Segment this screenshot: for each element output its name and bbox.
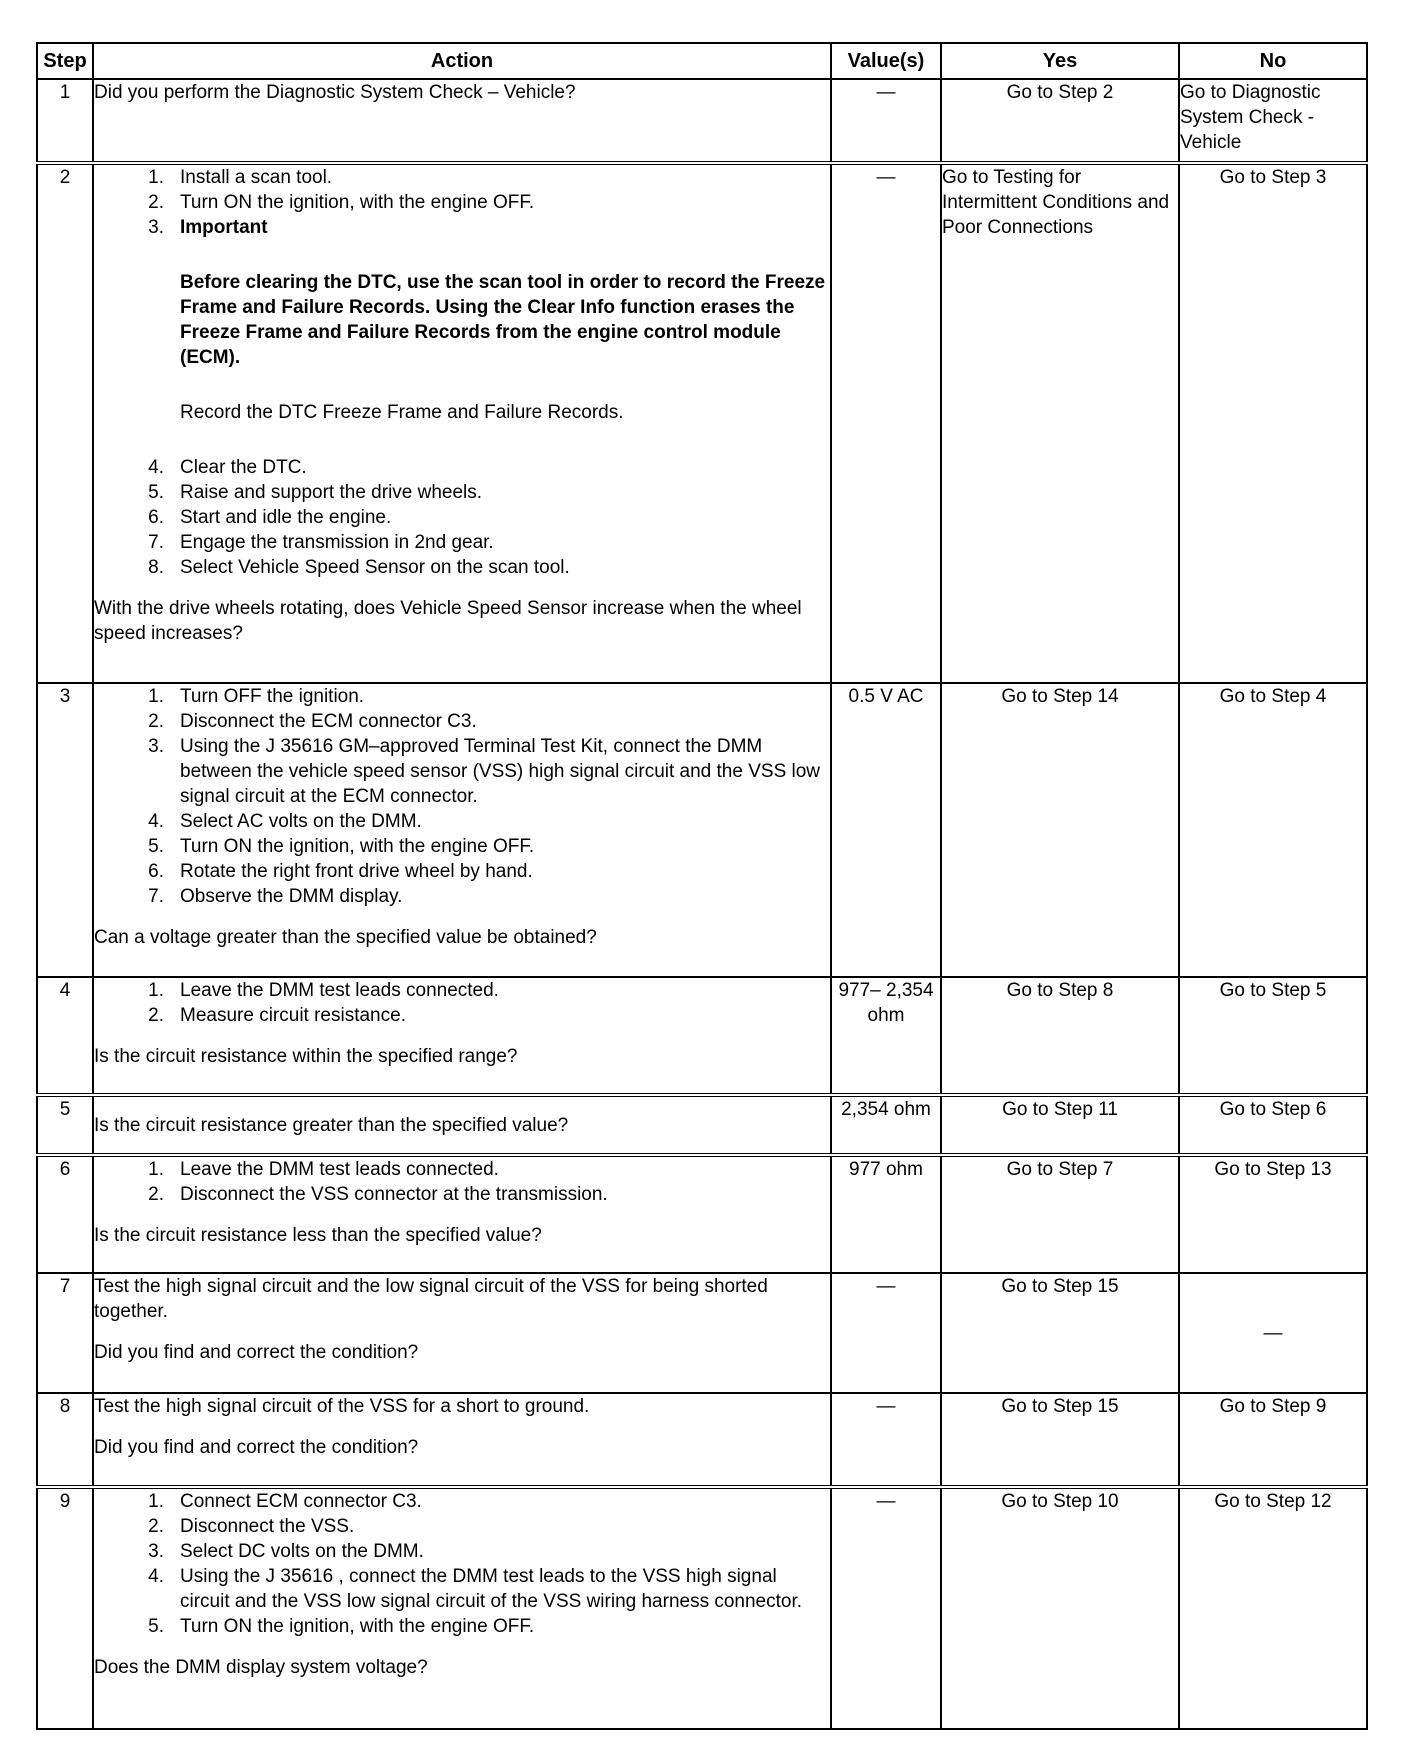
header-no: No	[1179, 43, 1367, 79]
action-cell	[93, 1393, 831, 1487]
no-cell	[1179, 683, 1367, 977]
list-item: 1. Install a scan tool.	[148, 167, 333, 188]
no-text: Go to Step 4	[1219, 686, 1327, 707]
value-cell: —	[831, 1393, 941, 1487]
list-item: 5. Raise and support the drive wheels.	[148, 482, 483, 503]
table-row	[37, 163, 1367, 683]
no-text: Go to Step 6	[1219, 1099, 1327, 1120]
yes-text: Go to Step 8	[1006, 980, 1114, 1001]
list-item: 6. Rotate the right front drive wheel by hand.	[148, 861, 533, 882]
action-steps	[94, 978, 830, 1028]
no-cell	[1179, 1095, 1367, 1155]
yes-text: Go to Step 15	[1001, 1276, 1119, 1297]
table-row	[37, 1393, 1367, 1487]
step-number: 1	[37, 79, 93, 163]
record-instruction: Record the DTC Freeze Frame and Failure Records.	[180, 402, 624, 423]
question-text: Does the DMM display system voltage?	[94, 1657, 428, 1678]
no-text: Go to Step 3	[1219, 167, 1327, 188]
list-item: 3. Using the J 35616 GM–approved Terminal Test Kit, connect the DMM between the vehicle speed sensor (VSS) high signal circuit and the VSS low signal circuit at the ECM connector.	[148, 736, 821, 807]
yes-cell	[941, 163, 1179, 683]
question-text: Did you perform the Diagnostic System Check – Vehicle?	[94, 82, 576, 103]
header-values: Value(s)	[831, 43, 941, 79]
table-row	[37, 1487, 1367, 1729]
important-note: Before clearing the DTC, use the scan tool in order to record the Freeze Frame and Failure Records. Using the Clear Info function erases the Freeze Frame and Failure Records from the engine control module (ECM).	[180, 272, 826, 368]
list-item: 3. Select DC volts on the DMM.	[148, 1541, 424, 1562]
no-cell	[1179, 977, 1367, 1095]
header-row	[37, 43, 1367, 79]
yes-cell	[941, 1273, 1179, 1393]
question-text: Is the circuit resistance within the specified range?	[94, 1046, 518, 1067]
diagnostic-table	[36, 42, 1368, 1730]
step-number: 3	[37, 683, 93, 977]
no-cell	[1179, 1393, 1367, 1487]
list-item: 7. Engage the transmission in 2nd gear.	[148, 532, 494, 553]
no-text: Go to Diagnostic System Check - Vehicle	[1180, 82, 1321, 153]
question-text: Did you find and correct the condition?	[94, 1342, 419, 1363]
question-text: Did you find and correct the condition?	[94, 1437, 419, 1458]
step-number: 4	[37, 977, 93, 1095]
list-item: 4. Select AC volts on the DMM.	[148, 811, 422, 832]
question-text: Is the circuit resistance less than the specified value?	[94, 1225, 542, 1246]
instruction-text: Test the high signal circuit of the VSS for a short to ground.	[94, 1396, 590, 1417]
value-cell: —	[831, 1273, 941, 1393]
yes-cell	[941, 1487, 1179, 1729]
action-steps	[94, 1489, 830, 1639]
value-cell: 977 ohm	[831, 1155, 941, 1273]
no-cell: —	[1179, 1273, 1367, 1393]
header-step: Step	[37, 43, 93, 79]
list-item: 1. Turn OFF the ignition.	[148, 686, 365, 707]
no-text: Go to Step 9	[1219, 1396, 1327, 1417]
action-steps	[94, 165, 830, 240]
question-text: With the drive wheels rotating, does Vehicle Speed Sensor increase when the wheel speed increases?	[94, 598, 802, 644]
value-cell: —	[831, 79, 941, 163]
yes-text: Go to Testing for Intermittent Conditions and Poor Connections	[942, 167, 1170, 238]
yes-cell	[941, 1095, 1179, 1155]
action-cell	[93, 977, 831, 1095]
action-cell	[93, 1155, 831, 1273]
list-item: 8. Select Vehicle Speed Sensor on the scan tool.	[148, 557, 570, 578]
step-number: 2	[37, 163, 93, 683]
step-number: 8	[37, 1393, 93, 1487]
no-cell	[1179, 79, 1367, 163]
no-cell	[1179, 1155, 1367, 1273]
yes-cell	[941, 1393, 1179, 1487]
action-steps	[94, 684, 830, 909]
action-cell	[93, 1095, 831, 1155]
yes-text: Go to Step 11	[1002, 1099, 1118, 1120]
yes-cell	[941, 977, 1179, 1095]
no-text: Go to Step 13	[1214, 1159, 1332, 1180]
yes-text: Go to Step 10	[1001, 1491, 1119, 1512]
no-cell	[1179, 1487, 1367, 1729]
header-yes: Yes	[941, 43, 1179, 79]
table-row	[37, 79, 1367, 163]
table-row	[37, 977, 1367, 1095]
no-text: Go to Step 12	[1214, 1491, 1332, 1512]
list-item: 1. Leave the DMM test leads connected.	[148, 1159, 499, 1180]
yes-cell	[941, 683, 1179, 977]
list-item: 2. Disconnect the VSS connector at the transmission.	[148, 1184, 608, 1205]
list-item: 5. Turn ON the ignition, with the engine OFF.	[148, 836, 535, 857]
list-item: 4. Using the J 35616 , connect the DMM test leads to the VSS high signal circuit and the VSS low signal circuit of the VSS wiring harness connector.	[148, 1566, 803, 1612]
yes-text: Go to Step 15	[1001, 1396, 1119, 1417]
yes-text: Go to Step 14	[1001, 686, 1119, 707]
value-cell: —	[831, 1487, 941, 1729]
list-item: 5. Turn ON the ignition, with the engine OFF.	[148, 1616, 535, 1637]
list-item: 6. Start and idle the engine.	[148, 507, 392, 528]
yes-text: Go to Step 2	[1006, 82, 1114, 103]
table-row	[37, 1095, 1367, 1155]
list-item: 2. Turn ON the ignition, with the engine OFF.	[148, 192, 535, 213]
question-text: Is the circuit resistance greater than the specified value?	[94, 1114, 569, 1136]
action-cell	[93, 1487, 831, 1729]
value-cell: —	[831, 163, 941, 683]
action-steps	[94, 1157, 830, 1207]
list-item: 1. Connect ECM connector C3.	[148, 1491, 422, 1512]
list-item: 2. Measure circuit resistance.	[148, 1005, 406, 1026]
header-action: Action	[93, 43, 831, 79]
action-steps	[94, 455, 830, 580]
step-number: 5	[37, 1095, 93, 1155]
value-cell: 2,354 ohm	[831, 1095, 941, 1155]
table-row	[37, 683, 1367, 977]
no-cell	[1179, 163, 1367, 683]
table-row	[37, 1155, 1367, 1273]
yes-text: Go to Step 7	[1006, 1159, 1114, 1180]
list-item: 1. Leave the DMM test leads connected.	[148, 980, 499, 1001]
list-item: 4. Clear the DTC.	[148, 457, 307, 478]
list-item: 3. Important	[148, 217, 268, 238]
step-number: 6	[37, 1155, 93, 1273]
list-item: 2. Disconnect the ECM connector C3.	[148, 711, 477, 732]
question-text: Can a voltage greater than the specified value be obtained?	[94, 927, 597, 948]
instruction-text: Test the high signal circuit and the low signal circuit of the VSS for being shorted together.	[94, 1276, 768, 1322]
step-number: 9	[37, 1487, 93, 1729]
value-cell: 0.5 V AC	[831, 683, 941, 977]
no-text: Go to Step 5	[1219, 980, 1327, 1001]
list-item: 2. Disconnect the VSS.	[148, 1516, 355, 1537]
yes-cell	[941, 1155, 1179, 1273]
value-cell: 977– 2,354 ohm	[831, 977, 941, 1095]
action-cell	[93, 683, 831, 977]
list-item: 7. Observe the DMM display.	[148, 886, 403, 907]
action-cell	[93, 163, 831, 683]
action-cell	[93, 79, 831, 163]
step-number: 7	[37, 1273, 93, 1393]
action-cell	[93, 1273, 831, 1393]
table-row	[37, 1273, 1367, 1393]
yes-cell	[941, 79, 1179, 163]
